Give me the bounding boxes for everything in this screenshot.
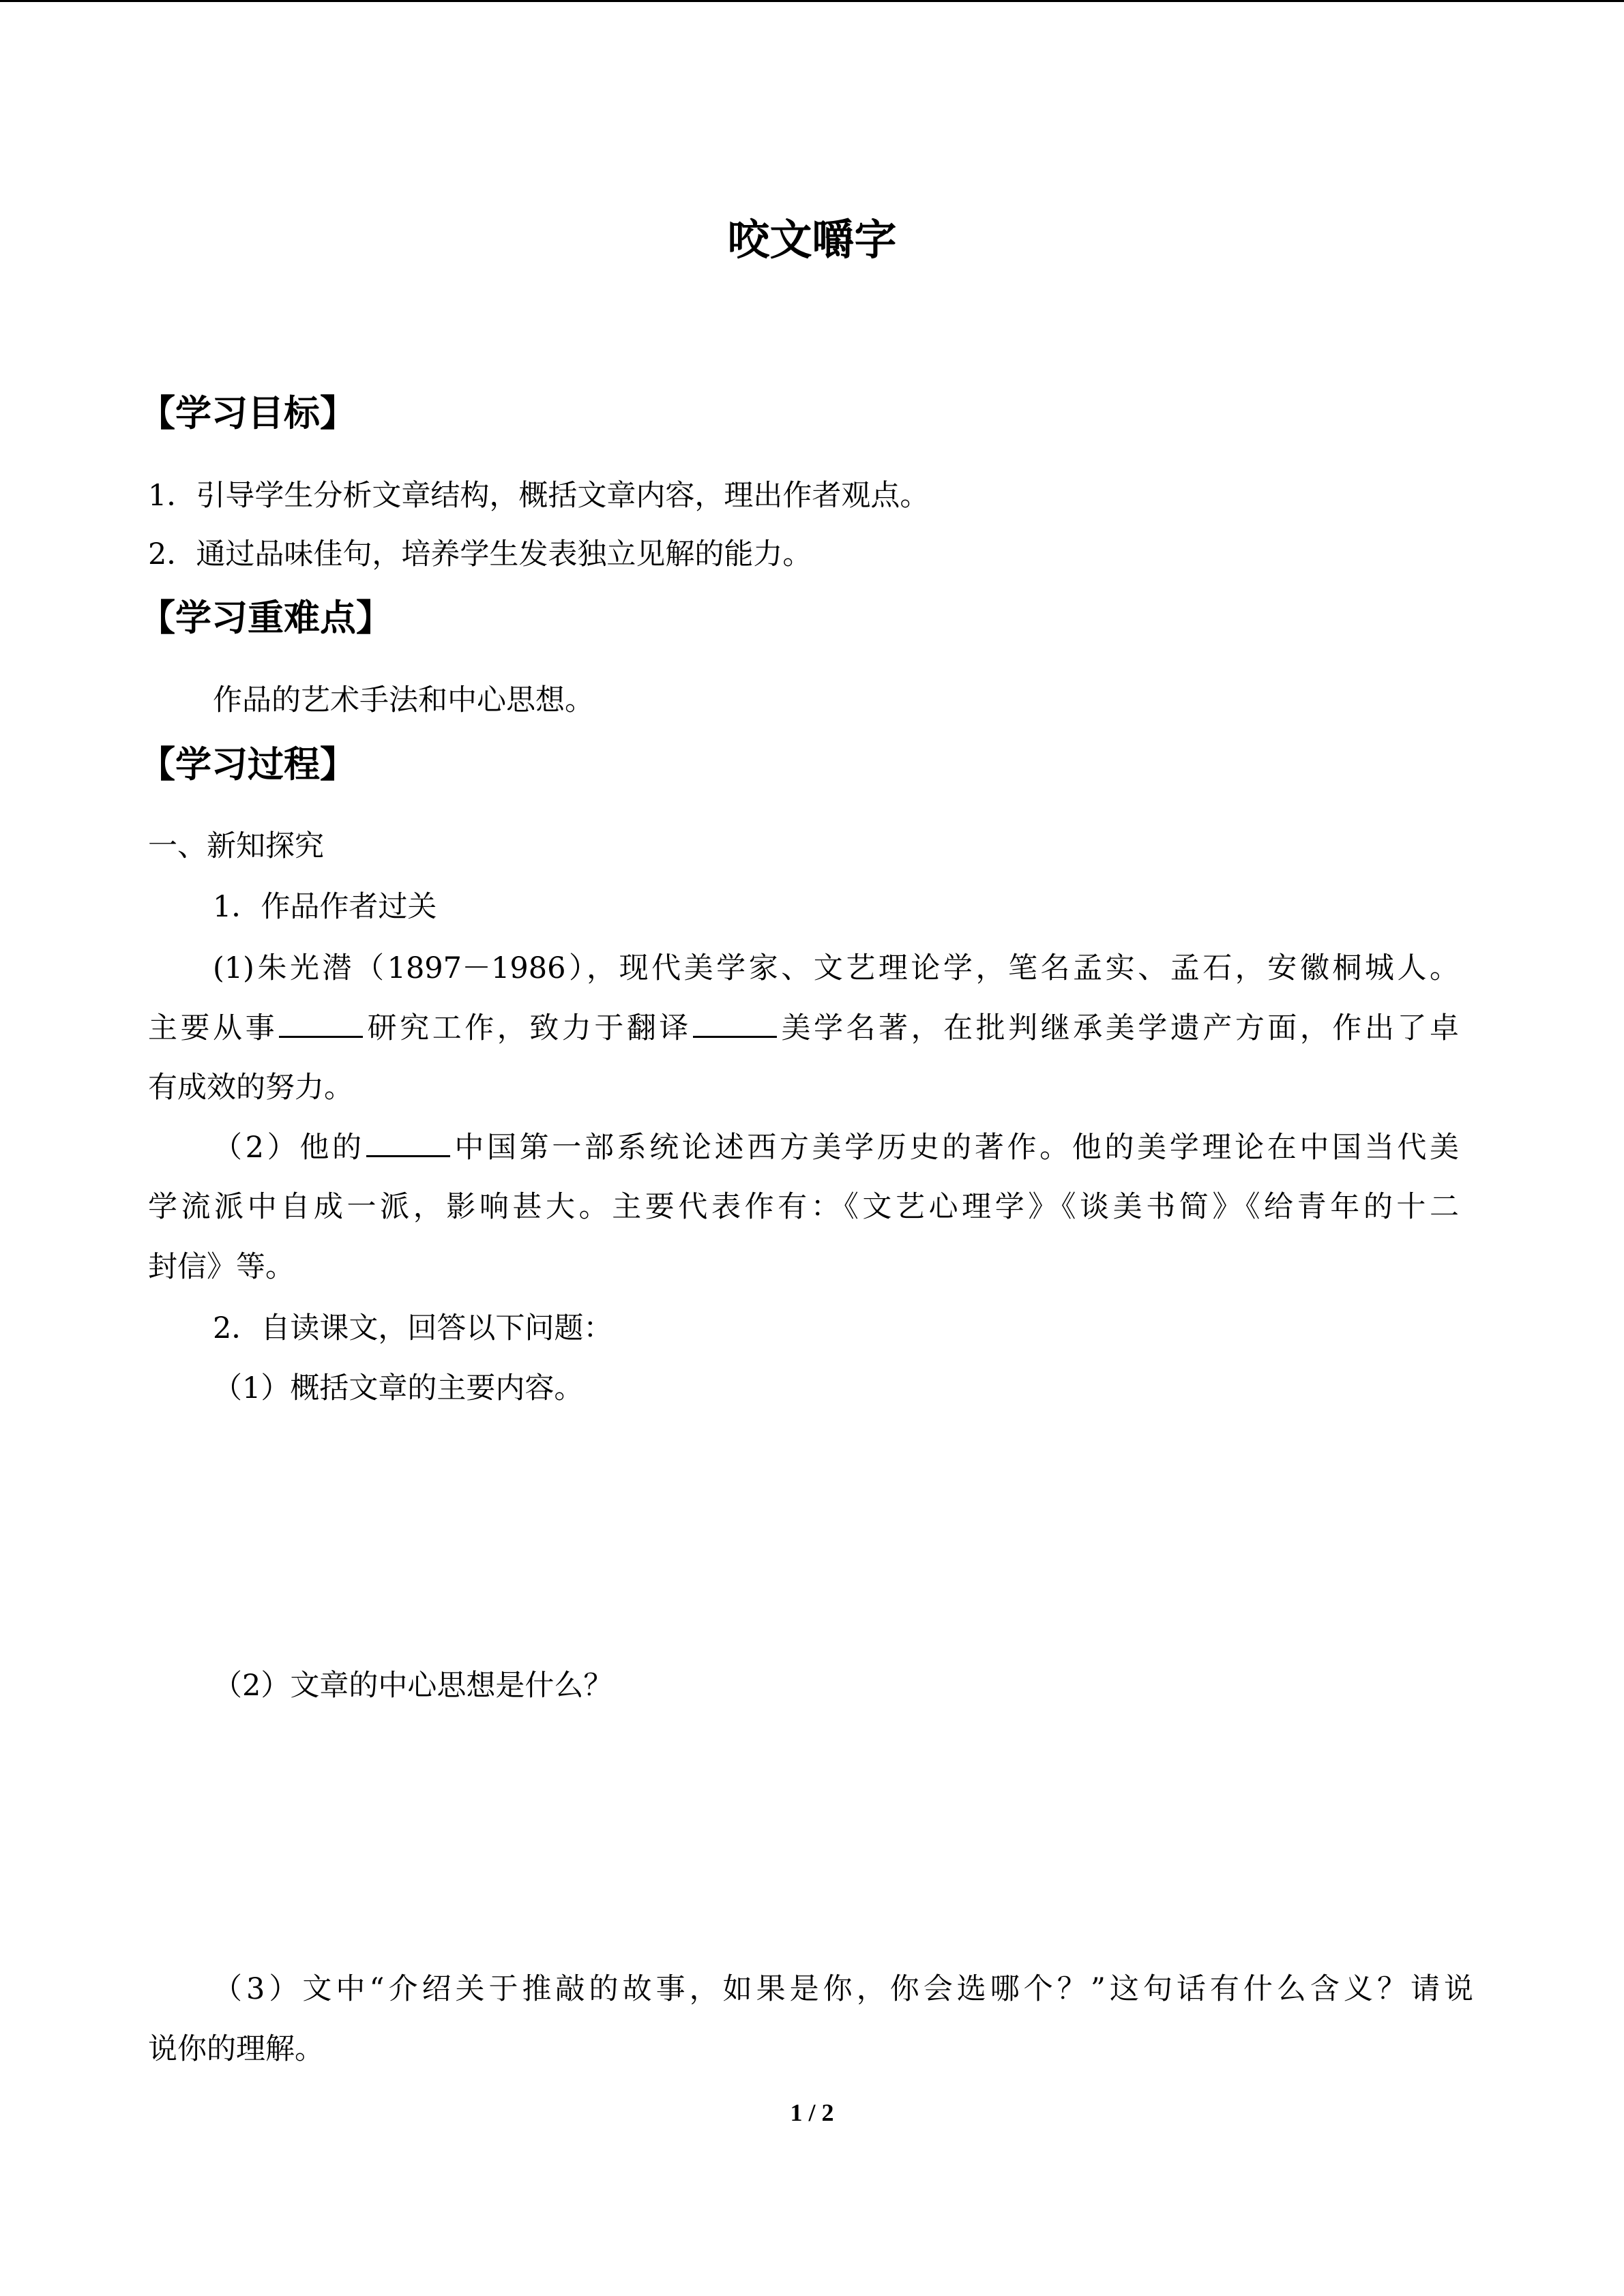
author-intro-text-b: 研究工作，致力于翻译 (364, 1011, 692, 1045)
works-text-a: （2）他的 (213, 1131, 365, 1165)
question-1: （1）概括文章的主要内容。 (213, 1371, 584, 1405)
fill-blank-1[interactable] (279, 1009, 363, 1038)
fill-blank-3[interactable] (366, 1128, 450, 1157)
item-author-check: 1．作品作者过关 (213, 890, 437, 924)
works-line-3: 封信》等。 (148, 1250, 295, 1284)
item-self-read: 2．自读课文，回答以下问题： (213, 1311, 613, 1345)
author-intro-text-c: 美学名著，在批判继承美学遗产方面，作出了卓 (778, 1011, 1459, 1045)
document-title: 咬文嚼字 (727, 215, 897, 265)
works-line-1 (213, 1127, 1459, 1168)
author-intro-line-1: (1)朱光潜（1897－1986），现代美学家、文艺理论学，笔名孟实、孟石，安徽桐城人。 (213, 951, 1459, 985)
works-line-2: 学流派中自成一派，影响甚大。主要代表作有：《文艺心理学》《谈美书简》《给青年的十二 (148, 1190, 1459, 1224)
author-intro-line-2 (148, 1008, 1459, 1049)
page-top-border (0, 0, 1624, 2)
section-heading-process: 【学习过程】 (139, 744, 356, 786)
fill-blank-2[interactable] (693, 1009, 777, 1038)
key-points-text: 作品的艺术手法和中心思想。 (213, 683, 594, 717)
part-heading-new-knowledge: 一、新知探究 (148, 829, 324, 863)
author-intro-text-a: 主要从事 (148, 1011, 278, 1045)
page-number: 1 / 2 (790, 2099, 834, 2126)
question-3-line-2: 说你的理解。 (148, 2032, 324, 2066)
section-heading-key-points: 【学习重难点】 (139, 597, 392, 639)
goal-item-1: 1．引导学生分析文章结构，概括文章内容，理出作者观点。 (148, 479, 930, 513)
author-intro-line-3: 有成效的努力。 (148, 1071, 353, 1105)
question-3-line-1: （3）文中“介绍关于推敲的故事，如果是你，你会选哪个？”这句话有什么含义？请说 (213, 1972, 1473, 2006)
section-heading-goals: 【学习目标】 (139, 393, 356, 434)
goal-item-2: 2．通过品味佳句，培养学生发表独立见解的能力。 (148, 537, 812, 571)
question-2: （2）文章的中心思想是什么？ (213, 1669, 613, 1703)
works-text-b: 中国第一部系统论述西方美学历史的著作。他的美学理论在中国当代美 (451, 1131, 1459, 1165)
